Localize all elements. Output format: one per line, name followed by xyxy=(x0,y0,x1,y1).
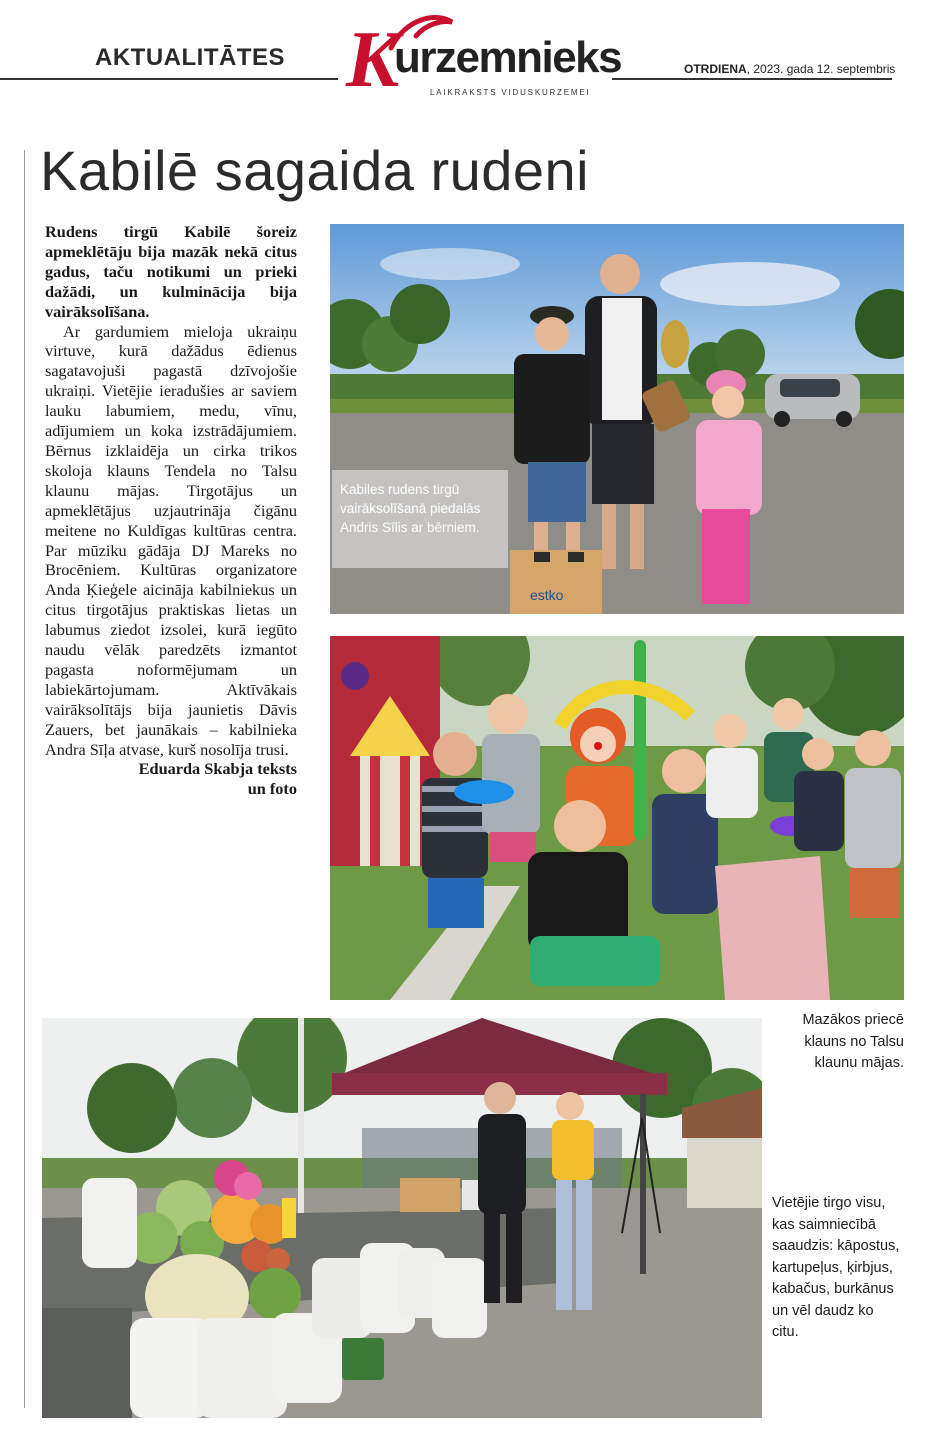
article-headline: Kabilē sagaida rudeni xyxy=(40,139,590,202)
byline-line-2: un foto xyxy=(247,779,297,799)
box-label: estko xyxy=(530,587,564,603)
photo-market-image xyxy=(42,1018,762,1418)
logo-tagline: LAIKRAKSTS VIDUSKURZEMEI xyxy=(430,88,591,97)
article-paragraph: Ar gardumiem mieloja ukraiņu virtuve, kurā dažādus ēdienus sagatavojuši pagastā dzīvojošie ukraiņi. Vietējie ieradušies ar saviem lauku labumiem, medu, vīnu, adījumiem un koka izstrādājumiem. Bērnus izklaidēja un cirka trikos skoloja klauns Tendela no Talsu klaunu mājas. Tirgotājus un apmeklētājus uzjautrināja čigānu meitene no Kuldīgas kultūras centra. Par mūziku gādāja DJ Mareks no Brocēniem. Kultūras organizatore Anda Ķieģele aicināja kabilniekus un citus tirgotājus praktiskas lietas un labumus ziedot izsolei, kurā iegūto naudu vēlāk paredzēts izmantot pagasta noformējumam un labiekārtojumam. Aktīvākais vairāksolītājs bija jaunietis Dāvis Zauers, bet jaunākais – kabilnieka Andra Sīļa atvase, kurš nosolīja trusi. xyxy=(45,321,297,759)
byline-line-1: Eduarda Skabja teksts xyxy=(138,759,297,779)
newspaper-logo xyxy=(346,14,622,104)
logo-initial: K xyxy=(346,16,400,104)
article-body xyxy=(45,222,297,799)
header-rule-right xyxy=(612,78,892,80)
issue-day: OTRDIENA xyxy=(684,62,747,76)
photo-clown-caption: Mazākos priecē klauns no Talsu klaunu mājas. xyxy=(802,1012,904,1071)
article-lead: Rudens tirgū Kabilē šoreiz apmeklētāju bija mazāk nekā citus gadus, taču notikumi un prieki dažādi, un kulminācija bija vairāksolīšana. xyxy=(45,222,297,321)
header-rule-left xyxy=(0,78,338,80)
photo-clown xyxy=(330,636,904,1000)
photo-market-caption: Vietējie tirgo visu, kas saimniecībā saaudzis: kāpostus, kartupeļus, ķirbjus, kabačus, burkānus un vēl daudz ko citu. xyxy=(772,1195,900,1340)
column-rule xyxy=(24,150,25,1408)
logo-wordmark: urzemnieks xyxy=(394,33,622,82)
issue-date-rest: , 2023. gada 12. septembris xyxy=(746,62,896,76)
issue-date xyxy=(684,62,895,76)
section-label: AKTUALITĀTES xyxy=(95,44,285,71)
photo-family-caption: Kabiles rudens tirgū vairāksolīšanā piedalās Andris Sīlis ar bērniem. xyxy=(332,470,508,568)
photo-market xyxy=(42,1018,762,1418)
photo-clown-image xyxy=(330,636,904,1000)
